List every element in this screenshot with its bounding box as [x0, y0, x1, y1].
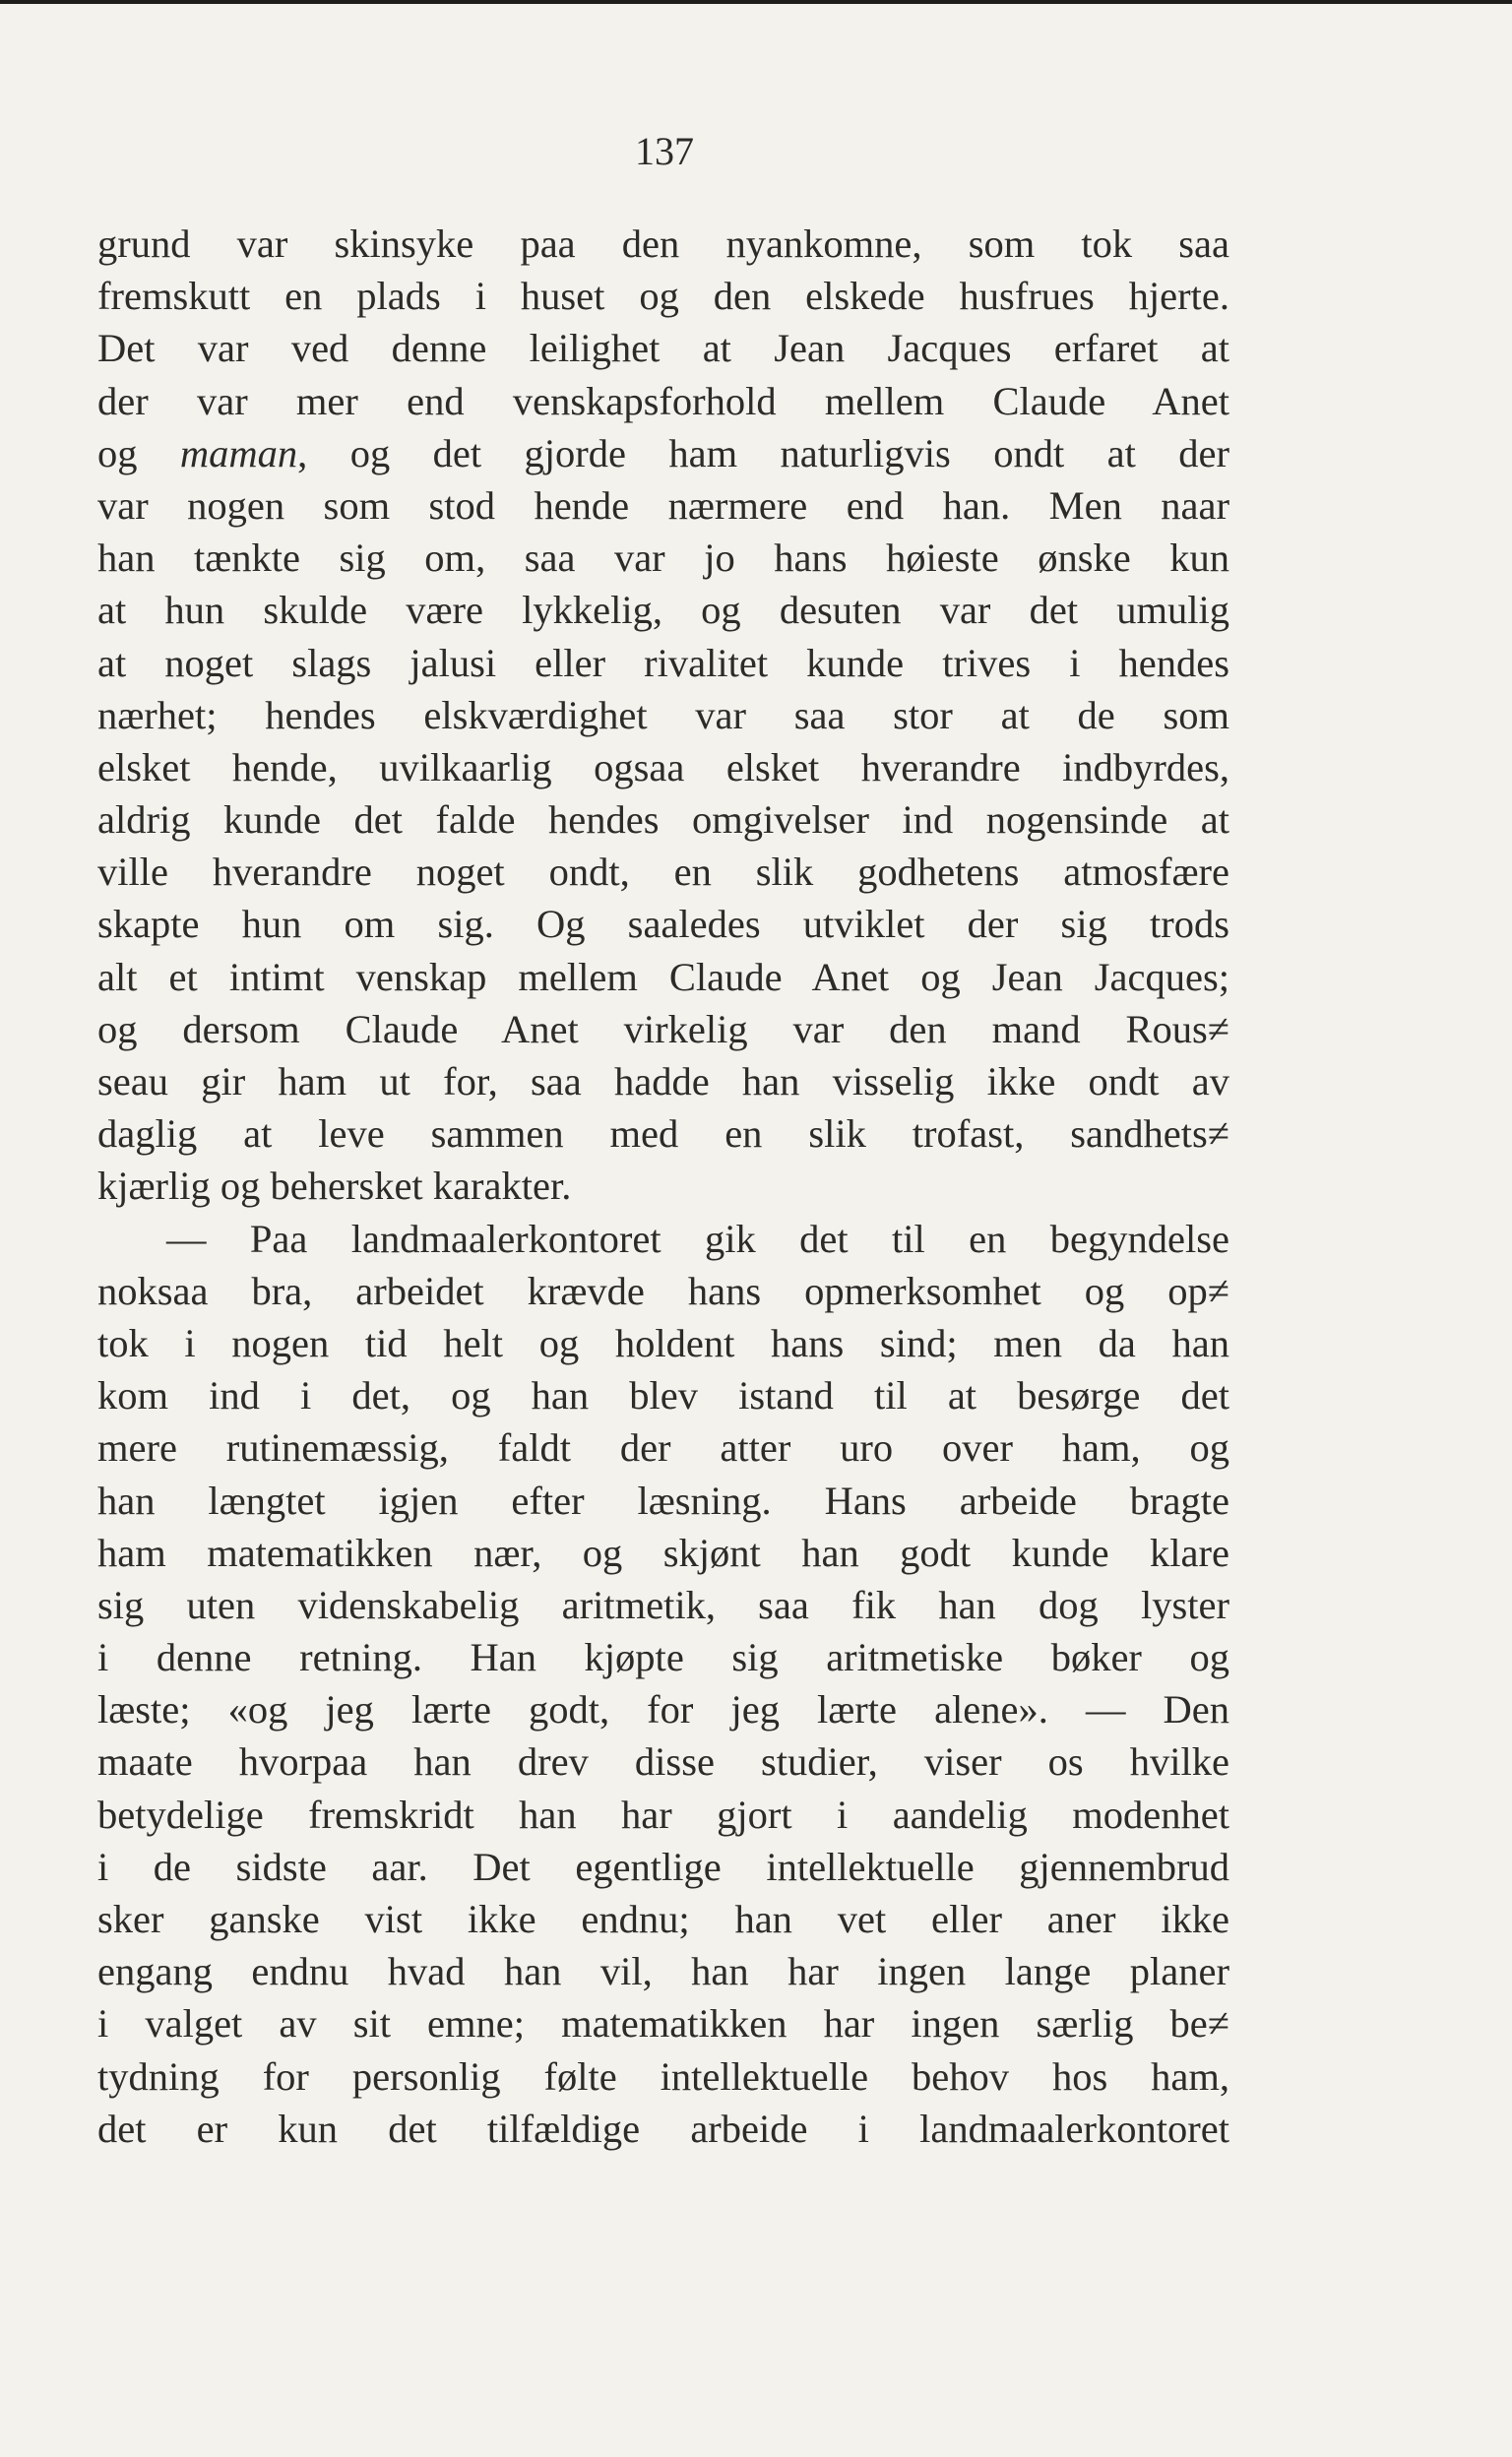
- text-line: der var mer end venskapsforhold mellem Claude Anet: [97, 378, 1229, 423]
- text-line: seau gir ham ut for, saa hadde han visselig ikke ondt av: [97, 1059, 1229, 1103]
- text-line: elsket hende, uvilkaarlig ogsaa elsket hverandre indbyrdes,: [97, 744, 1229, 789]
- text-line: alt et intimt venskap mellem Claude Anet og Jean Jacques;: [97, 954, 1229, 999]
- text-line: fremskutt en plads i huset og den elskede husfrues hjerte.: [97, 274, 1229, 319]
- text-line: ham matematikken nær, og skjønt han godt kunde klare: [97, 1530, 1229, 1575]
- text-line: aldrig kunde det falde hendes omgivelser ind nogensinde at: [97, 797, 1229, 843]
- text-line: skapte hun om sig. Og saaledes utviklet der sig trods: [97, 902, 1229, 947]
- text-line: kom ind i det, og han blev istand til at besørge det: [97, 1373, 1229, 1418]
- text-line: sig uten videnskabelig aritmetik, saa fik han dog lyster: [97, 1582, 1229, 1627]
- text-line: at noget slags jalusi eller rivalitet kunde trives i hendes: [97, 640, 1229, 685]
- text-line: det er kun det tilfældige arbeide i landmaalerkontoret: [97, 2106, 1229, 2151]
- text-line: i denne retning. Han kjøpte sig aritmetiske bøker og: [97, 1635, 1229, 1680]
- italic-word: maman: [179, 430, 298, 475]
- text-line: tydning for personlig følte intellektuelle behov hos ham,: [97, 2053, 1229, 2099]
- text-line: noksaa bra, arbeidet krævde hans opmerksomhet og op≠: [97, 1268, 1229, 1313]
- text-line: tok i nogen tid helt og holdent hans sind; men da han: [97, 1320, 1229, 1365]
- text-line: [97, 427, 1229, 479]
- text-line: mere rutinemæssig, faldt der atter uro over ham, og: [97, 1425, 1229, 1471]
- text-line: daglig at leve sammen med en slik trofast, sandhets≠: [97, 1111, 1229, 1157]
- text-line-end: , og det gjorde ham naturligvis ondt at der: [297, 430, 1229, 475]
- body-text: [97, 218, 1229, 2155]
- text-line: Det var ved denne leilighet at Jean Jacques erfaret at: [97, 326, 1229, 371]
- text-line-start: og: [97, 430, 180, 475]
- text-line: sker ganske vist ikke endnu; han vet eller aner ikke: [97, 1897, 1229, 1941]
- text-line: ville hverandre noget ondt, en slik godhetens atmosfære: [97, 850, 1229, 895]
- text-line: læste; «og jeg lærte godt, for jeg lærte alene». — Den: [97, 1687, 1229, 1732]
- text-line: kjærlig og behersket karakter.: [97, 1164, 572, 1209]
- text-line: maate hvorpaa han drev disse studier, viser os hvilke: [97, 1739, 1229, 1785]
- text-line: grund var skinsyke paa den nyankomne, som tok saa: [97, 221, 1229, 266]
- text-line: — Paa landmaalerkontoret gik det til en begyndelse: [166, 1216, 1229, 1261]
- text-line: nærhet; hendes elskværdighet var saa stor at de som: [97, 692, 1229, 737]
- text-line: engang endnu hvad han vil, han har ingen lange planer: [97, 1949, 1229, 1994]
- text-line: var nogen som stod hende nærmere end han. Men naar: [97, 482, 1229, 528]
- page-number: 137: [635, 129, 694, 173]
- text-line: betydelige fremskridt han har gjort i aandelig modenhet: [97, 1792, 1229, 1837]
- text-line: at hun skulde være lykkelig, og desuten var det umulig: [97, 588, 1229, 633]
- page-top-edge: [0, 0, 1512, 4]
- text-line: i de sidste aar. Det egentlige intellektuelle gjennembrud: [97, 1844, 1229, 1889]
- text-line: og dersom Claude Anet virkelig var den mand Rous≠: [97, 1006, 1229, 1051]
- text-line: han tænkte sig om, saa var jo hans høieste ønske kun: [97, 536, 1229, 581]
- text-line: i valget av sit emne; matematikken har ingen særlig be≠: [97, 2001, 1229, 2047]
- text-line: han længtet igjen efter læsning. Hans arbeide bragte: [97, 1478, 1229, 1523]
